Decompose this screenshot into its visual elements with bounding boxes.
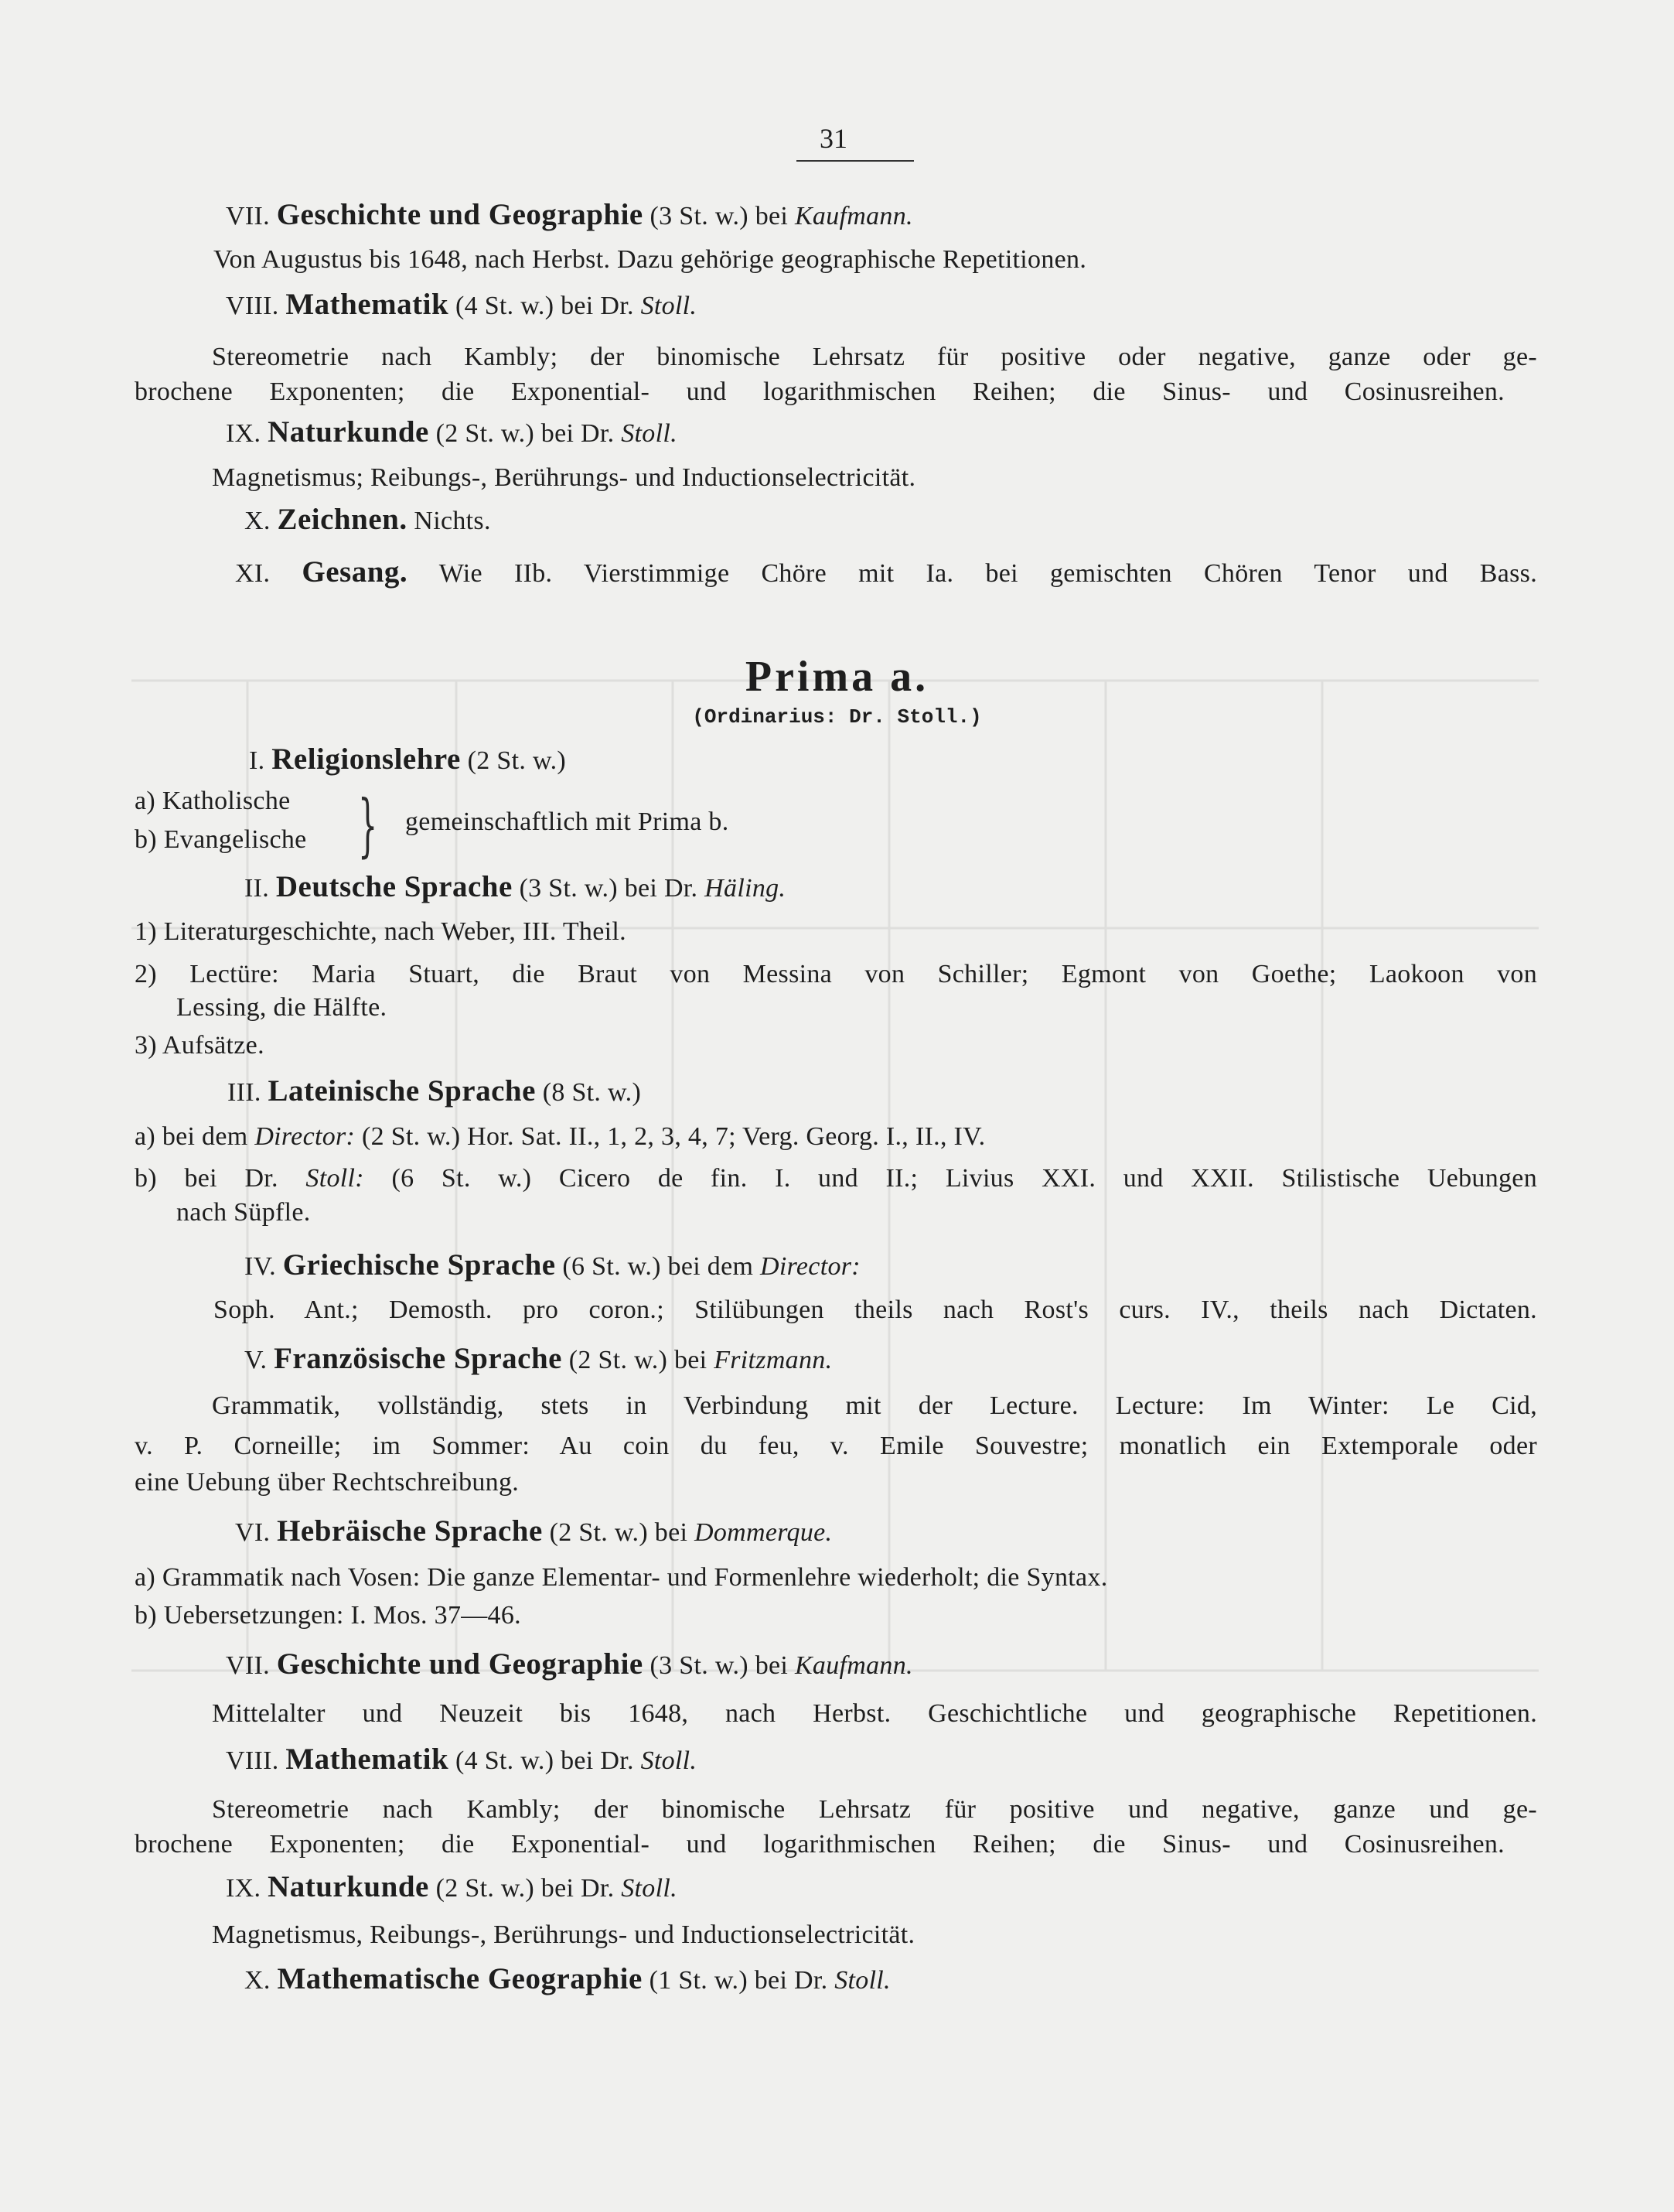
curly-brace-icon: }: [358, 785, 378, 865]
section-2-item-3: 3) Aufsätze.: [135, 1031, 264, 1060]
prev-section-10-heading: X. Zeichnen. Nichts.: [244, 503, 491, 536]
section-5-heading: V. Französische Sprache (2 St. w.) bei Fritzmann.: [244, 1342, 833, 1375]
section-3-b-cont: nach Süpfle.: [176, 1198, 311, 1227]
section-3-b: b) bei Dr. Stoll: (6 St. w.) Cicero de fin. I. und II.; Livius XXI. und XXII. Stilistische Uebungen: [135, 1164, 1538, 1193]
section-5-text-3: eine Uebung über Rechtschreibung.: [135, 1468, 520, 1497]
prev-section-9-text: Magnetismus; Reibungs-, Berührungs- und Inductionselectricität.: [212, 463, 916, 492]
class-title: Prima a.: [745, 653, 929, 701]
section-9-text: Magnetismus, Reibungs-, Berührungs- und Inductionselectricität.: [212, 1920, 915, 1949]
section-1-b: b) Evangelische: [135, 825, 307, 854]
prev-section-7-text: Von Augustus bis 1648, nach Herbst. Dazu gehörige geographische Repetitionen.: [213, 245, 1087, 274]
section-8-heading: VIII. Mathematik (4 St. w.) bei Dr. Stoll.: [226, 1743, 697, 1776]
prev-section-9-heading: IX. Naturkunde (2 St. w.) bei Dr. Stoll.: [226, 415, 677, 449]
page-number-rule: [796, 160, 914, 162]
section-1-a: a) Katholische: [135, 787, 291, 815]
section-7-heading: VII. Geschichte und Geographie (3 St. w.) bei Kaufmann.: [226, 1647, 913, 1681]
section-3-a: a) bei dem Director: (2 St. w.) Hor. Sat. II., 1, 2, 3, 4, 7; Verg. Georg. I., II., IV.: [135, 1122, 986, 1151]
section-5-text-2: v. P. Corneille; im Sommer: Au coin du feu, v. Emile Souvestre; monatlich ein Extemporale oder: [135, 1432, 1537, 1460]
prev-section-11-heading: XI. Gesang. Wie IIb. Vierstimmige Chöre mit Ia. bei gemischten Chören Tenor und Bass.: [235, 555, 1538, 589]
prev-section-8-heading: VIII. Mathematik (4 St. w.) bei Dr. Stoll.: [226, 288, 697, 321]
section-6-heading: VI. Hebräische Sprache (2 St. w.) bei Dommerque.: [235, 1514, 833, 1548]
section-5-text-1: Grammatik, vollständig, stets in Verbindung mit der Lecture. Lecture: Im Winter: Le Cid,: [212, 1391, 1537, 1420]
class-subtitle: (Ordinarius: Dr. Stoll.): [692, 705, 982, 729]
section-7-text: Mittelalter und Neuzeit bis 1648, nach Herbst. Geschichtliche und geographische Repetitionen.: [212, 1699, 1537, 1728]
section-4-text: Soph. Ant.; Demosth. pro coron.; Stilübungen theils nach Rost's curs. IV., theils nach Dictaten.: [213, 1295, 1537, 1324]
section-8-text-2: brochene Exponenten; die Exponential- und logarithmischen Reihen; die Sinus- und Cosinusreihen.: [135, 1830, 1505, 1859]
section-2-heading: II. Deutsche Sprache (3 St. w.) bei Dr. Häling.: [244, 870, 786, 903]
section-10-heading: X. Mathematische Geographie (1 St. w.) bei Dr. Stoll.: [244, 1962, 891, 1995]
section-9-heading: IX. Naturkunde (2 St. w.) bei Dr. Stoll.: [226, 1870, 677, 1903]
section-2-item-2b: Lessing, die Hälfte.: [176, 993, 387, 1022]
section-2-item-1: 1) Literaturgeschichte, nach Weber, III. Theil.: [135, 917, 626, 946]
prev-section-8-text-1: Stereometrie nach Kambly; der binomische Lehrsatz für positive oder negative, ganze oder ge-: [212, 343, 1537, 371]
page-number: 31: [820, 123, 847, 154]
section-1-common: gemeinschaftlich mit Prima b.: [405, 807, 729, 836]
section-6-a: a) Grammatik nach Vosen: Die ganze Elementar- und Formenlehre wiederholt; die Syntax.: [135, 1563, 1108, 1592]
section-4-heading: IV. Griechische Sprache (6 St. w.) bei dem Director:: [244, 1248, 861, 1282]
section-1-heading: I. Religionslehre (2 St. w.): [249, 742, 567, 776]
section-6-b: b) Uebersetzungen: I. Mos. 37—46.: [135, 1601, 521, 1630]
prev-section-7-heading: VII. Geschichte und Geographie (3 St. w.) bei Kaufmann.: [226, 198, 913, 231]
section-3-heading: III. Lateinische Sprache (8 St. w.): [227, 1074, 642, 1108]
section-8-text-1: Stereometrie nach Kambly; der binomische Lehrsatz für positive und negative, ganze und ge-: [212, 1795, 1537, 1824]
section-2-item-2a: 2) Lectüre: Maria Stuart, die Braut von Messina von Schiller; Egmont von Goethe; Laokoon von: [135, 960, 1537, 988]
prev-section-8-text-2: brochene Exponenten; die Exponential- und logarithmischen Reihen; die Sinus- und Cosinusreihen.: [135, 377, 1505, 406]
